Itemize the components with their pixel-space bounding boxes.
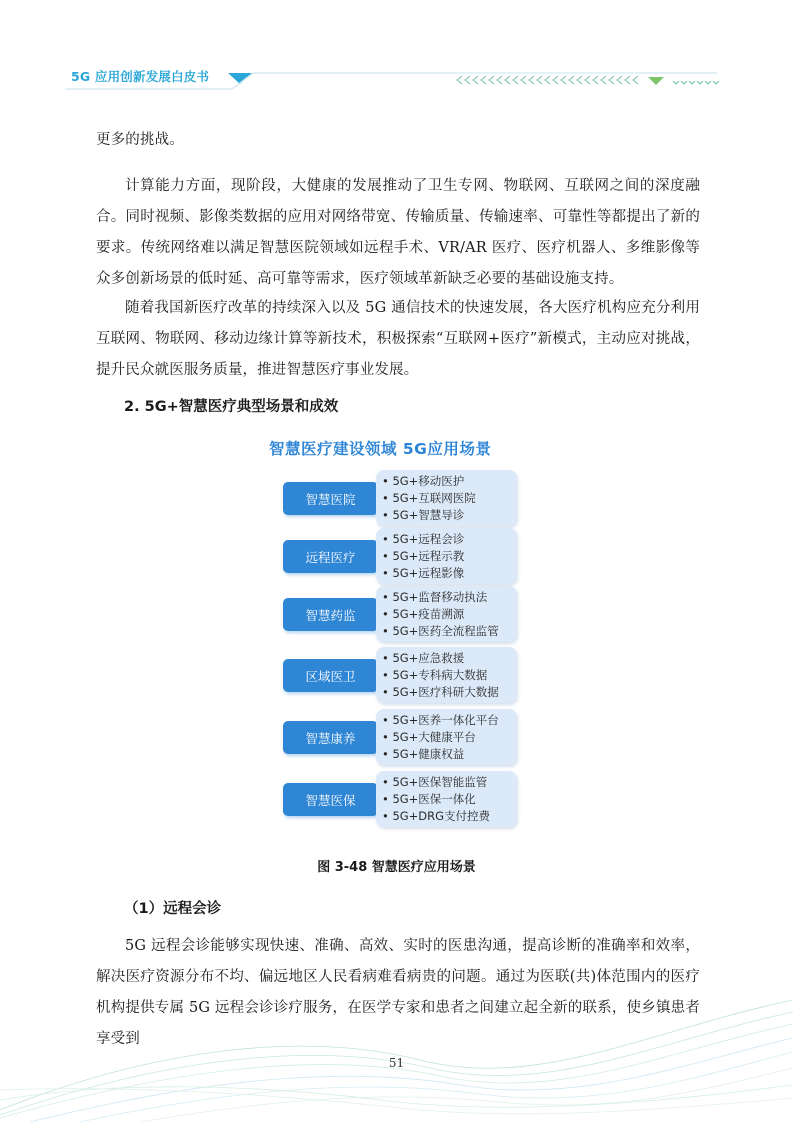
list-item: • 5G+疫苗溯源 <box>382 607 465 621</box>
list-item: • 5G+DRG支付控费 <box>382 809 491 823</box>
list-item: • 5G+移动医护 <box>382 474 465 488</box>
paragraph-continuation: 更多的挑战。 <box>96 132 184 148</box>
category-telemedicine: 远程医疗 <box>283 540 378 573</box>
list-item: • 5G+智慧导诊 <box>382 508 465 522</box>
list-item: • 5G+远程会诊 <box>382 532 465 546</box>
subsection-heading: （1）远程会诊 <box>124 901 222 917</box>
list-item: • 5G+远程示教 <box>382 549 465 563</box>
list-item: • 5G+医养一体化平台 <box>382 713 499 727</box>
list-item: • 5G+医保智能监管 <box>382 775 488 789</box>
list-item: • 5G+医药全流程监管 <box>382 624 499 638</box>
items-box-smart-elderly-care <box>376 709 517 765</box>
figure-caption: 图 3-48 智慧医疗应用场景 <box>317 860 476 875</box>
figure-smart-medical <box>265 425 527 835</box>
figure-title: 智慧医疗建设领域 5G应用场景 <box>269 440 492 458</box>
paragraph-computing-capability: 计算能力方面，现阶段，大健康的发展推动了卫生专网、物联网、互联网之间的深度融合。同时视频、影像类数据的应用对网络带宽、传输质量、传输速率、可靠性等都提出了新的要求。传统网络难以满足智慧医院领域如远程手术、VR/AR 医疗、医疗机器人、多维影像等众多创新场景的低时延、高可靠等需求，医疗领域革新缺乏必要的基础设施支持。 <box>96 178 700 287</box>
items-box-drug-supervision <box>376 586 517 642</box>
list-item: • 5G+远程影像 <box>382 566 465 580</box>
items-box-smart-insurance <box>376 771 517 827</box>
list-item: • 5G+监督移动执法 <box>382 590 488 604</box>
page-number: 51 <box>388 1056 405 1070</box>
items-box-telemedicine <box>376 528 517 584</box>
paragraph-remote-consultation: 5G 远程会诊能够实现快速、准确、高效、实时的医患沟通，提高诊断的准确率和效率，解决医疗资源分布不均、偏远地区人民看病难看病贵的问题。通过为医联(共)体范围内的医疗机构提供专属 5G 远程会诊诊疗服务，在医学专家和患者之间建立起全新的联系，使乡镇患者享受到 <box>96 938 700 1047</box>
list-item: • 5G+医疗科研大数据 <box>382 685 499 699</box>
paragraph-medical-reform: 随着我国新医疗改革的持续深入以及 5G 通信技术的快速发展，各大医疗机构应充分利用互联网、物联网、移动边缘计算等新技术，积极探索“互联网+医疗”新模式，主动应对挑战，提升民众就医服务质量，推进智慧医疗事业发展。 <box>96 300 700 378</box>
category-smart-insurance: 智慧医保 <box>283 783 378 816</box>
category-regional-health: 区域医卫 <box>283 659 378 692</box>
list-item: • 5G+专科病大数据 <box>382 668 488 682</box>
figure-row-regional-health <box>265 647 527 703</box>
items-box-smart-hospital <box>376 470 517 526</box>
list-item: • 5G+大健康平台 <box>382 730 476 744</box>
figure-row-smart-insurance <box>265 771 527 827</box>
items-box-regional-health <box>376 647 517 703</box>
category-smart-elderly-care: 智慧康养 <box>283 721 378 754</box>
category-drug-supervision: 智慧药监 <box>283 598 378 631</box>
figure-row-smart-hospital <box>265 470 527 526</box>
header-decoration <box>0 0 793 100</box>
list-item: • 5G+健康权益 <box>382 747 465 761</box>
header-title: 5G 应用创新发展白皮书 <box>71 69 210 84</box>
section-heading: 2. 5G+智慧医疗典型场景和成效 <box>124 399 339 415</box>
figure-row-drug-supervision <box>265 586 527 642</box>
figure-row-telemedicine <box>265 528 527 584</box>
category-smart-hospital: 智慧医院 <box>283 482 378 515</box>
list-item: • 5G+互联网医院 <box>382 491 476 505</box>
list-item: • 5G+应急救援 <box>382 651 465 665</box>
list-item: • 5G+医保一体化 <box>382 792 476 806</box>
figure-row-smart-elderly-care <box>265 709 527 765</box>
